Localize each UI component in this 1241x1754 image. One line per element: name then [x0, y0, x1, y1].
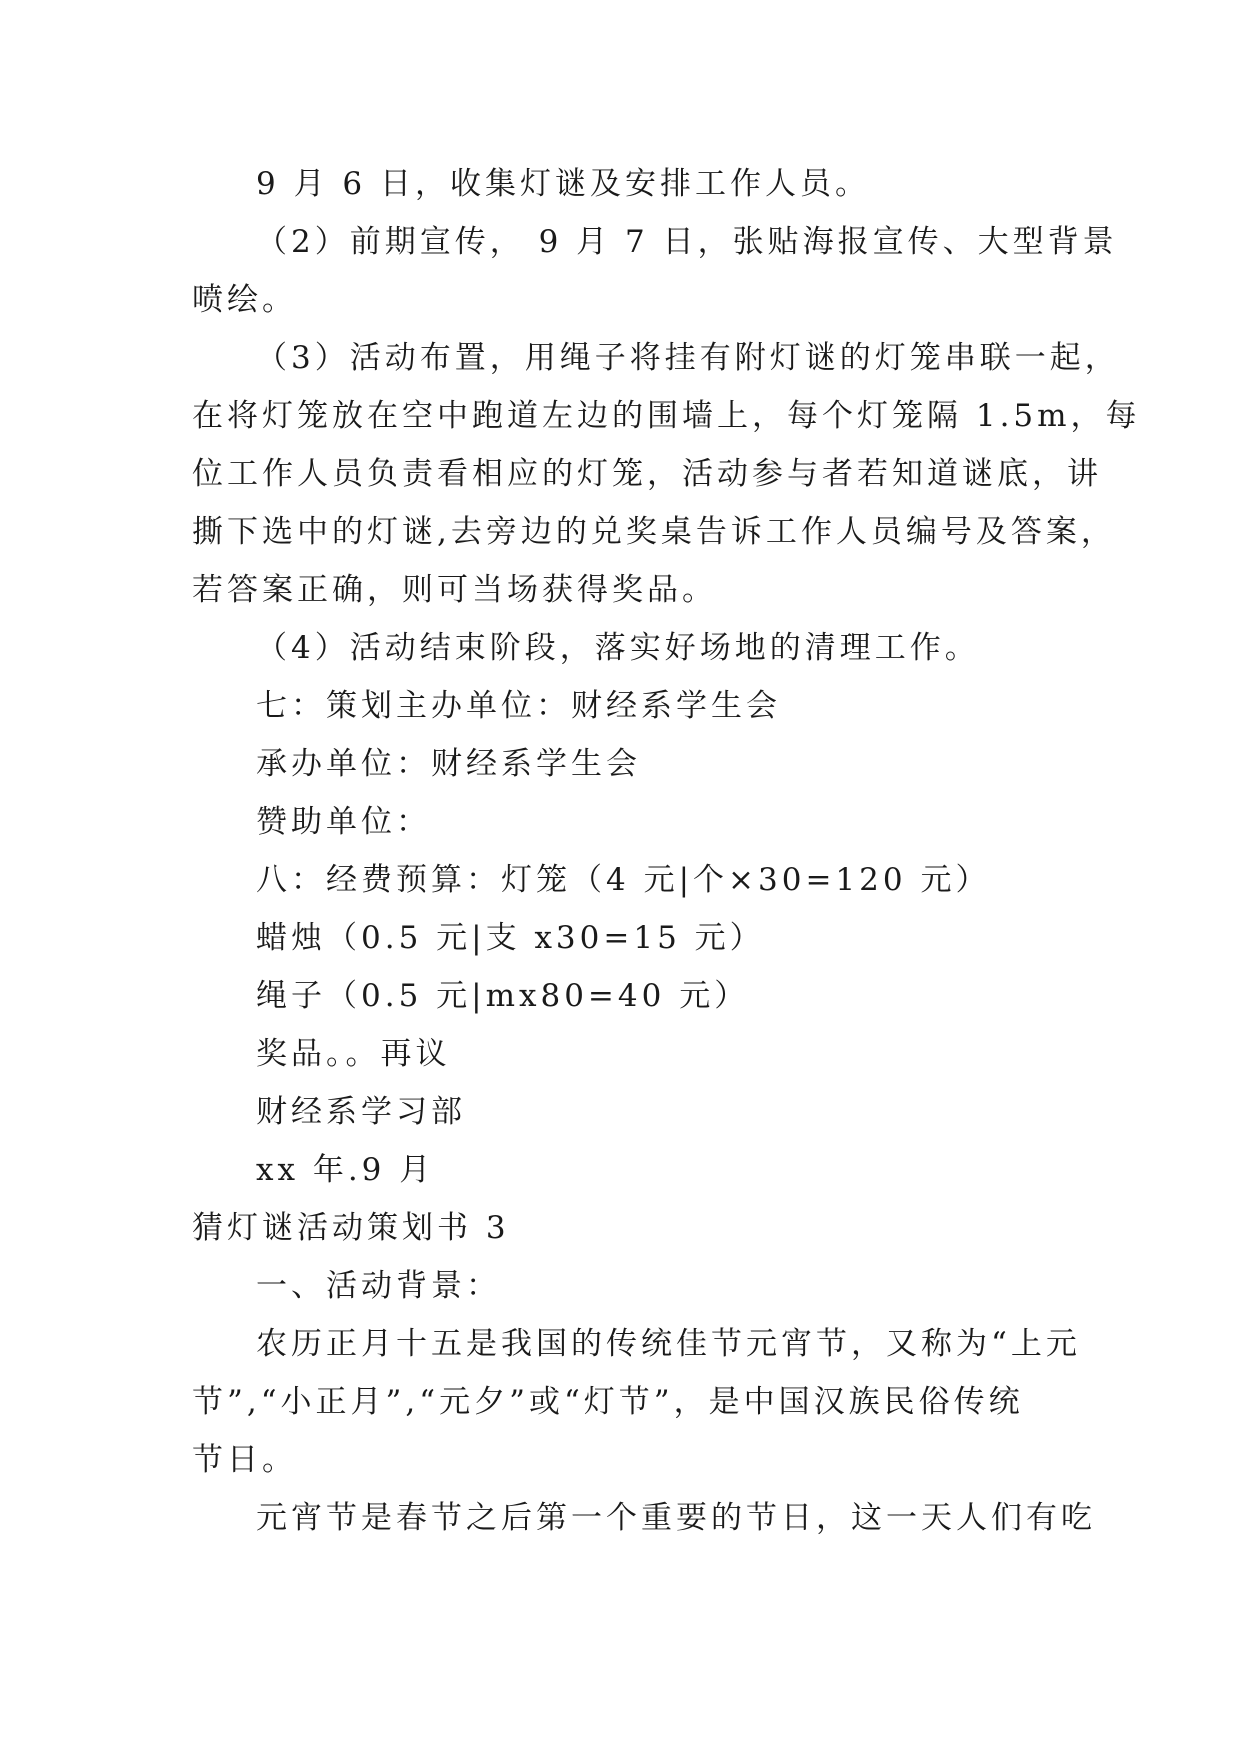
text-line-22: 节”,“小正月”,“元夕”或“灯节”，是中国汉族民俗传统: [192, 1384, 1024, 1420]
section-heading: 猜灯谜活动策划书 3: [192, 1210, 510, 1246]
text-line-24: 元宵节是春节之后第一个重要的节日，这一天人们有吃: [256, 1500, 1096, 1536]
text-line-15: 绳子（0.5 元|mx80=40 元）: [256, 978, 750, 1014]
text-line-5: 在将灯笼放在空中跑道左边的围墙上，每个灯笼隔 1.5m，每: [192, 398, 1141, 434]
text-line-10: 七：策划主办单位：财经系学生会: [256, 688, 781, 724]
text-line-8: 若答案正确，则可当场获得奖品。: [192, 572, 717, 608]
text-line-7: 撕下选中的灯谜,去旁边的兑奖桌告诉工作人员编号及答案，: [192, 514, 1116, 550]
text-line-13: 八：经费预算：灯笼（4 元|个×30=120 元）: [256, 862, 991, 898]
text-line-9: （4）活动结束阶段，落实好场地的清理工作。: [256, 630, 980, 666]
text-line-23: 节日。: [192, 1442, 297, 1478]
text-line-20: 一、活动背景：: [256, 1268, 501, 1304]
text-line-2: （2）前期宣传， 9 月 7 日，张贴海报宣传、大型背景: [256, 224, 1118, 260]
text-line-17: 财经系学习部: [256, 1094, 466, 1130]
text-line-18: xx 年.9 月: [256, 1152, 435, 1188]
text-line-12: 赞助单位：: [256, 804, 431, 840]
text-line-16: 奖品。。再议: [256, 1036, 451, 1072]
text-line-1: 9 月 6 日，收集灯谜及安排工作人员。: [256, 166, 871, 202]
text-line-21: 农历正月十五是我国的传统佳节元宵节，又称为“上元: [256, 1326, 1081, 1362]
text-line-6: 位工作人员负责看相应的灯笼，活动参与者若知道谜底，讲: [192, 456, 1102, 492]
text-line-14: 蜡烛（0.5 元|支 x30=15 元）: [256, 920, 765, 956]
text-line-4: （3）活动布置，用绳子将挂有附灯谜的灯笼串联一起，: [256, 340, 1120, 376]
text-line-11: 承办单位：财经系学生会: [256, 746, 641, 782]
text-line-3: 喷绘。: [192, 282, 297, 318]
